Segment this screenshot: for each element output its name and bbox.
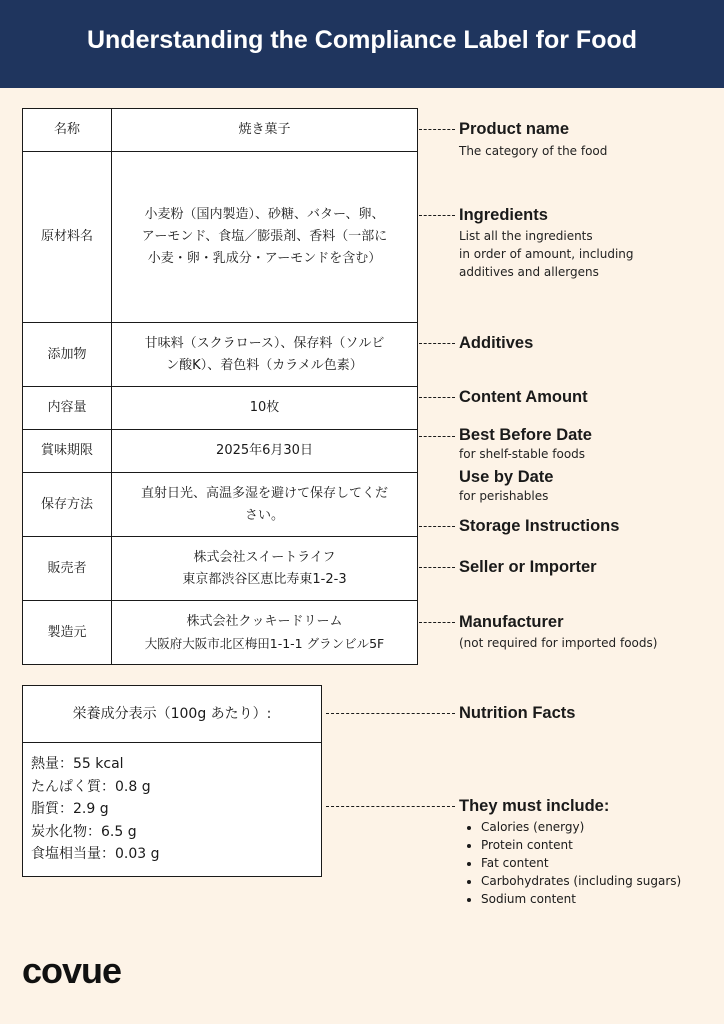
connector-line [419, 397, 455, 398]
page-header [0, 0, 724, 88]
list-item: • Sodium content [481, 890, 719, 908]
row-key: 販売者 [23, 537, 112, 601]
table-row [23, 601, 418, 665]
annotation-content-amount: Content Amount [459, 388, 588, 406]
list-item: • Protein content [481, 836, 719, 854]
row-value: 直射日光、高温多湿を避けて保存してくだ さい。 [112, 473, 418, 537]
row-key: 製造元 [23, 601, 112, 665]
list-item: 熱量：55 kcal [31, 756, 124, 772]
table-row [23, 537, 418, 601]
list-item: 脂質：2.9 g [31, 801, 109, 817]
nutrition-list [23, 743, 321, 876]
row-value: 焼き菓子 [112, 109, 418, 152]
row-key: 原材料名 [23, 152, 112, 323]
connector-line [419, 343, 455, 344]
table-row [23, 152, 418, 323]
connector-line [419, 567, 455, 568]
connector-line [419, 215, 455, 216]
list-item: • Carbohydrates (including sugars) [481, 872, 719, 890]
row-value: 株式会社スイートライフ 東京都渋谷区恵比寿東1-2-3 [112, 537, 418, 601]
annotation-must-include: They must include: • Calories (energy) • Protein content • Fat content • Carbohydrates (including sugars) • Sodium content [459, 796, 719, 908]
table-row [23, 473, 418, 537]
brand-logo: covue [22, 950, 122, 991]
annotation-storage: Storage Instructions [459, 517, 620, 535]
connector-line [419, 436, 455, 437]
nutrition-box [22, 685, 322, 877]
connector-line [326, 806, 455, 807]
connector-line [419, 129, 455, 130]
annotation-manufacturer: Manufacturer (not required for imported foods) [459, 613, 658, 650]
row-value: 2025年6月30日 [112, 430, 418, 473]
annotation-additives: Additives [459, 334, 534, 352]
list-item: たんぱく質：0.8 g [31, 778, 151, 795]
table-row [23, 387, 418, 430]
list-item: • Fat content [481, 854, 719, 872]
table-row [23, 109, 418, 152]
row-key: 名称 [23, 109, 112, 152]
row-value: 小麦粉（国内製造）、砂糖、バター、卵、 アーモンド、食塩／膨張剤、香料（一部に 小麦・卵・乳成分・アーモンドを含む） [112, 152, 418, 323]
list-item: • Calories (energy) [481, 818, 719, 836]
connector-line [326, 713, 455, 714]
list-item: 食塩相当量：0.03 g [31, 846, 160, 862]
row-key: 添加物 [23, 323, 112, 387]
table-row [23, 430, 418, 473]
compliance-label-table [22, 108, 418, 665]
connector-line [419, 622, 455, 623]
nutrition-header: 栄養成分表示（100g あたり）: [23, 686, 321, 743]
connector-line [419, 526, 455, 527]
annotation-ingredients: Ingredients List all the ingredients in order of amount, including additives and allergens [459, 206, 634, 279]
annotation-seller: Seller or Importer [459, 558, 597, 576]
row-key: 賞味期限 [23, 430, 112, 473]
annotation-use-by: Use by Date for perishables [459, 468, 554, 503]
row-value: 10枚 [112, 387, 418, 430]
page-title: Understanding the Compliance Label for Food [86, 26, 638, 54]
annotation-best-before: Best Before Date for shelf-stable foods [459, 426, 592, 461]
table-row [23, 323, 418, 387]
annotation-nutrition-facts: Nutrition Facts [459, 704, 576, 722]
row-value: 甘味料（スクラロース）、保存料（ソルビ ン酸K）、着色料（カラメル色素） [112, 323, 418, 387]
must-include-list [459, 818, 719, 908]
list-item: 炭水化物：6.5 g [31, 823, 137, 840]
row-key: 保存方法 [23, 473, 112, 537]
row-key: 内容量 [23, 387, 112, 430]
annotation-product-name: Product name The category of the food [459, 120, 608, 158]
row-value: 株式会社クッキードリーム 大阪府大阪市北区梅田1-1-1 グランビル5F [112, 601, 418, 665]
